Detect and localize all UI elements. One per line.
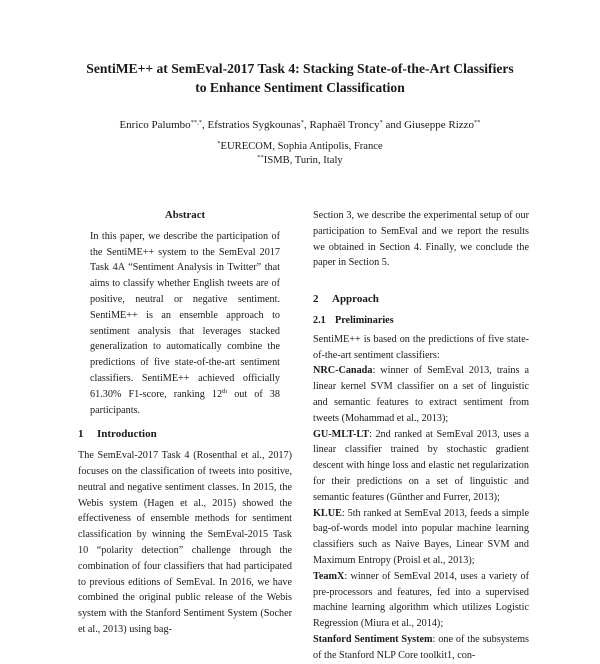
affiliation-text: ISMB, Turin, Italy <box>263 155 343 166</box>
classifier-name: Stanford Sentiment System <box>313 633 433 645</box>
author-name: Enrico Palumbo <box>119 119 191 131</box>
section-title: Introduction <box>97 428 157 441</box>
abstract-heading: Abstract <box>164 209 206 221</box>
subsection-number: 2.1 <box>313 314 326 326</box>
classifier-name: GU-MLT-LT <box>313 428 370 440</box>
intro-continued: Section 3, we describe the experimental setup of our participation to SemEval and we report the results we obtained in Section 4. Finally, we conclude the paper in Section 5. <box>313 210 529 269</box>
abstract-text <box>90 229 280 419</box>
preliminaries-text: SentiME++ is based on the predictions of five state-of-the-art sentiment classifiers: <box>313 333 529 361</box>
classifier-entry <box>313 506 529 569</box>
author-list: Enrico Palumbo**,*, Efstratios Sygkounas*, Raphaël Troncy* and Giuseppe Rizzo** <box>119 119 481 131</box>
intro-heading <box>78 427 292 443</box>
author-sup: * <box>379 119 383 126</box>
classifier-name: KLUE <box>313 507 342 519</box>
title-line-2: to Enhance Sentiment Classification <box>195 80 405 95</box>
classifier-name: TeamX <box>313 570 345 582</box>
classifier-entry <box>313 427 529 506</box>
author-sup: **,* <box>190 119 203 126</box>
classifier-desc: : 2nd ranked at SemEval 2013, uses a linear classifier trained by stochastic gradient descent with hinge loss and elastic net regularization for their predictions on a set of linguistic and semantic features (Günther and Furrer, 2013); <box>313 428 529 503</box>
author-sup: * <box>300 119 304 126</box>
left-column <box>78 208 292 638</box>
affiliations <box>150 140 450 168</box>
author-sup: ** <box>474 119 481 126</box>
classifier-desc: : one of the subsystems of the Stanford NLP Core toolkit1, con- <box>313 633 529 661</box>
classifier-desc: : winner of SemEval 2014, uses a variety of pre-processors and features, fed into a supervised machine learning algorithm which utilizes Logistic Regression (Miura et al., 2014); <box>313 570 529 630</box>
affiliation <box>150 154 450 168</box>
preliminaries-heading <box>313 313 529 329</box>
rank-sup: th <box>222 387 228 395</box>
abstract-end: out of 38 participants. <box>90 388 280 416</box>
title-line-1: SentiME++ at SemEval-2017 Task 4: Stacking State-of-the-Art Classifiers <box>86 61 514 76</box>
classifier-desc: : 5th ranked at SemEval 2013, feeds a simple bag-of-words model into popular machine learning classifiers such as Naive Bayes, Linear SVM and Maximum Entropy (Proisl et al., 2013); <box>313 507 529 566</box>
classifier-entry <box>313 363 529 426</box>
affiliation-sup: ** <box>257 154 264 161</box>
classifier-entry <box>313 632 529 664</box>
author-name: Raphaël Troncy <box>309 119 380 131</box>
author-name: Giuseppe Rizzo <box>404 119 475 131</box>
classifier-desc: : winner of SemEval 2013, trains a linear kernel SVM classifier on a set of linguistic and semantic features to extract sentiment from tweets (Mohammad et al., 2013); <box>313 365 529 424</box>
subsection-title: Preliminaries <box>335 314 394 326</box>
classifier-name: NRC-Canada <box>313 365 373 377</box>
affiliation-text: EURECOM, Sophia Antipolis, France <box>220 141 383 152</box>
section-number: 1 <box>78 428 84 441</box>
section-title: Approach <box>332 293 379 306</box>
paper-title <box>40 59 560 97</box>
intro-text: The SemEval-2017 Task 4 (Rosenthal et al., 2017) focuses on the classification of tweets into positive, neutral and negative sentiment classes. In 2015, the Webis system (Hagen et al., 2015) showed the effectiveness of ensemble methods for sentiment classification by winning the SemEval-2015 Task 10 “polarity detection” challenge through the combination of four classifiers that had participated to previous editions of SemEval. In 2016, we have combined the original public release of the Webis system with the Stanford Sentiment System (Socher et al., 2013) using bag- <box>78 450 292 635</box>
section-number: 2 <box>313 293 319 306</box>
classifier-entry <box>313 569 529 632</box>
affiliation <box>150 140 450 154</box>
right-column <box>313 208 529 664</box>
author-name: Efstratios Sygkounas <box>207 119 301 131</box>
abstract-body: In this paper, we describe the participation of the SentiME++ system to the SemEval 2017 Task 4A “Sentiment Analysis in Twitter” that aims to classify whether English tweets are of positive, neutral or negative sentiment. SentiME++ is an ensemble approach to sentiment analysis that leverages stacked generalization to automatically combine the predictions of five state-of-the-art sentiment classifiers. SentiME++ achieved officially 61.30% F1-score, ranking 12 <box>90 230 280 400</box>
approach-heading <box>313 292 529 308</box>
affiliation-sup: * <box>217 140 221 147</box>
